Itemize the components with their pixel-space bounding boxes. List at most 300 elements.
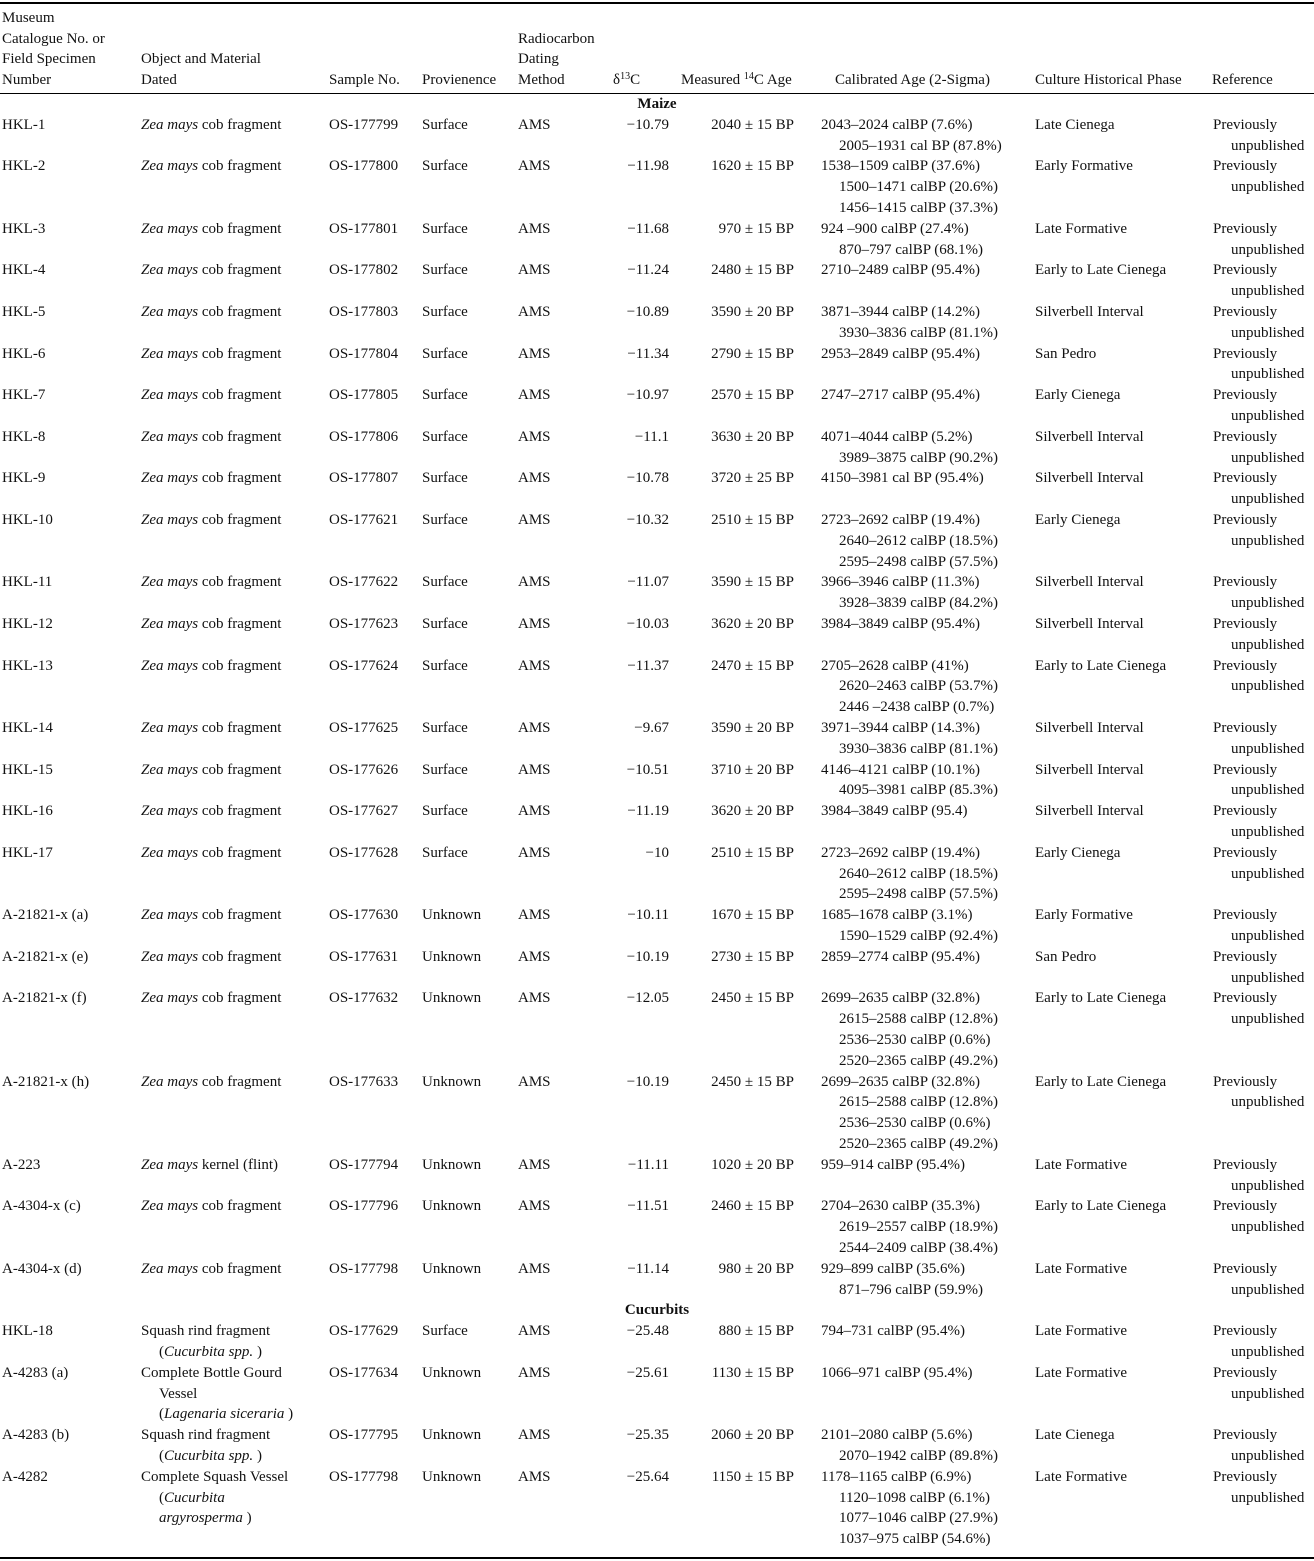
calibrated-range: 1077–1046 calBP (27.9%) (839, 1510, 999, 1527)
provenience: Surface (422, 470, 468, 487)
calibrated-range: 3930–3836 calBP (81.1%) (839, 324, 999, 341)
provenience: Surface (422, 428, 468, 445)
sample-number: OS-177794 (329, 1156, 399, 1173)
delta13c-value: −25.64 (626, 1468, 669, 1485)
dating-method: AMS (518, 262, 551, 279)
object-text: cob fragment (198, 470, 282, 487)
catalogue-number: A-4283 (a) (2, 1364, 69, 1381)
culture-phase: Silverbell Interval (1035, 574, 1144, 591)
object-italic: Lagenaria siceraria (164, 1406, 285, 1423)
object-line (141, 1342, 270, 1363)
catalogue-number: HKL-2 (2, 158, 46, 175)
object-material (141, 1259, 281, 1280)
culture-phase: Early to Late Cienega (1035, 1073, 1167, 1090)
catalogue-number: HKL-13 (2, 657, 53, 674)
reference (1213, 988, 1304, 1030)
delta13c-value: −11.37 (627, 657, 669, 674)
calibrated-range: 959–914 calBP (95.4%) (821, 1156, 966, 1173)
reference-line: Previously (1213, 907, 1278, 924)
reference-line: Previously (1213, 844, 1278, 861)
calibrated-range: 3984–3849 calBP (95.4%) (821, 616, 981, 632)
calibrated-age (821, 302, 998, 344)
reference-line: unpublished (1231, 283, 1305, 300)
culture-phase: Late Formative (1035, 1364, 1128, 1381)
measured-age: 2570 ± 15 BP (711, 387, 794, 404)
measured-age: 3710 ± 20 BP (711, 761, 794, 778)
catalogue-number: HKL-16 (2, 803, 53, 820)
culture-phase: Early Cienega (1035, 844, 1121, 861)
sample-number: OS-177802 (329, 262, 399, 279)
section-title-maize: Maize (637, 96, 677, 112)
object-italic: Zea mays (141, 345, 199, 362)
catalogue-number: HKL-7 (2, 387, 46, 404)
calibrated-age (821, 614, 980, 635)
object-text: cob fragment (198, 616, 282, 632)
object-material (141, 1155, 278, 1176)
object-text: Squash rind fragment (141, 1323, 271, 1340)
reference-line: unpublished (1231, 532, 1305, 549)
reference-line: unpublished (1231, 366, 1305, 383)
section-title-cucurbits: Cucurbits (624, 1302, 690, 1319)
delta13c-value: −11.98 (627, 158, 669, 175)
object-italic: Zea mays (141, 1260, 199, 1277)
calibrated-range: 1500–1471 calBP (20.6%) (839, 179, 999, 196)
object-italic: Zea mays (141, 220, 199, 237)
object-line (141, 1446, 270, 1467)
measured-age: 1670 ± 15 BP (711, 907, 794, 924)
measured-age: 3590 ± 15 BP (711, 574, 794, 591)
measured-age: 2450 ± 15 BP (711, 990, 794, 1007)
sample-number: OS-177795 (329, 1427, 399, 1444)
object-text: cob fragment (198, 1260, 282, 1277)
catalogue-number: A-4304-x (d) (2, 1260, 82, 1277)
object-line (141, 1488, 288, 1509)
culture-phase: Early Cienega (1035, 512, 1121, 528)
object-material (141, 1072, 281, 1093)
catalogue-number: A-21821-x (e) (2, 948, 89, 965)
measured-age: 1130 ± 15 BP (711, 1364, 794, 1381)
calibrated-range: 2699–2635 calBP (32.8%) (821, 990, 981, 1007)
calibrated-age (821, 115, 1002, 157)
calibrated-range: 4095–3981 calBP (85.3%) (839, 782, 999, 799)
calibrated-age (821, 1425, 998, 1467)
sample-number: OS-177632 (329, 990, 399, 1007)
dating-method: AMS (518, 844, 551, 861)
delta13c-value: −10 (645, 844, 669, 861)
object-italic: Cucurbita spp. (164, 1343, 254, 1360)
header-catalogue: Museum Catalogue No. or Field Specimen Number (2, 9, 105, 89)
delta13c-value: −10.97 (626, 387, 669, 404)
calibrated-range: 2544–2409 calBP (38.4%) (839, 1239, 999, 1256)
calibrated-range: 2620–2463 calBP (53.7%) (839, 678, 999, 695)
object-italic: Zea mays (141, 387, 199, 404)
measured-age: 970 ± 15 BP (718, 220, 794, 237)
dating-method: AMS (518, 1073, 551, 1090)
object-italic: Zea mays (141, 1073, 199, 1090)
measured-age: 3590 ± 20 BP (711, 720, 794, 736)
culture-phase: Late Cienega (1035, 1427, 1115, 1444)
object-text: ( (159, 1447, 164, 1464)
delta13c-value: −11.51 (627, 1198, 669, 1215)
calibrated-age (821, 656, 998, 718)
calibrated-range: 2595–2498 calBP (57.5%) (839, 553, 999, 570)
calibrated-range: 871–796 calBP (59.9%) (839, 1281, 984, 1298)
object-text: Vessel (159, 1385, 198, 1402)
reference-line: Previously (1213, 1323, 1278, 1340)
catalogue-number: HKL-15 (2, 761, 53, 778)
calibrated-range: 2953–2849 calBP (95.4%) (821, 345, 981, 362)
reference-line: Previously (1213, 657, 1278, 674)
header-culture-phase: Culture Historical Phase (1035, 72, 1182, 89)
calibrated-age (821, 905, 998, 947)
provenience: Surface (422, 1323, 468, 1340)
reference-line: Previously (1213, 262, 1278, 279)
object-material (141, 115, 281, 136)
object-material (141, 905, 281, 926)
provenience: Surface (422, 158, 468, 175)
measured-age: 3620 ± 20 BP (711, 616, 794, 632)
delta13c-value: −10.19 (626, 1073, 669, 1090)
provenience: Unknown (422, 1156, 482, 1173)
calibrated-range: 2723–2692 calBP (19.4%) (821, 844, 981, 861)
calibrated-age (821, 344, 980, 365)
object-material (141, 1321, 270, 1363)
catalogue-number: A-21821-x (f) (2, 990, 87, 1007)
calibrated-range: 2615–2588 calBP (12.8%) (839, 1011, 999, 1028)
measured-age: 1620 ± 15 BP (711, 158, 794, 175)
calibrated-range: 2747–2717 calBP (95.4%) (821, 387, 981, 404)
reference (1213, 1321, 1304, 1363)
calibrated-age (821, 801, 968, 822)
object-text: cob fragment (198, 761, 282, 778)
object-italic: Zea mays (141, 1198, 199, 1215)
object-text: cob fragment (198, 844, 282, 861)
measured-age: 3720 ± 25 BP (711, 470, 794, 487)
object-text: cob fragment (198, 428, 282, 445)
culture-phase: Silverbell Interval (1035, 616, 1144, 632)
reference (1213, 510, 1304, 552)
reference-line: Previously (1213, 1156, 1278, 1173)
sample-number: OS-177633 (329, 1073, 399, 1090)
dating-method: AMS (518, 761, 551, 778)
object-line (141, 1467, 288, 1488)
object-material (141, 344, 281, 365)
calibrated-range: 4071–4044 calBP (5.2%) (821, 428, 973, 445)
calibrated-range: 3971–3944 calBP (14.3%) (821, 720, 981, 736)
object-text: cob fragment (198, 990, 282, 1007)
measured-age: 2730 ± 15 BP (711, 948, 794, 965)
object-text: cob fragment (198, 220, 282, 237)
sample-number: OS-177624 (329, 657, 399, 674)
reference-line: Previously (1213, 220, 1278, 237)
provenience: Surface (422, 574, 468, 591)
object-line (141, 1363, 293, 1384)
culture-phase: Early to Late Cienega (1035, 262, 1167, 279)
reference (1213, 1425, 1304, 1467)
object-italic: Zea mays (141, 948, 199, 965)
delta13c-value: −10.19 (626, 948, 669, 965)
provenience: Unknown (422, 1427, 482, 1444)
reference (1213, 115, 1304, 157)
delta13c-value: −11.19 (627, 803, 669, 820)
reference (1213, 1196, 1304, 1238)
calibrated-range: 3966–3946 calBP (11.3%) (821, 574, 980, 591)
object-text: Complete Squash Vessel (141, 1468, 289, 1485)
reference (1213, 302, 1304, 344)
reference (1213, 572, 1304, 614)
dating-method: AMS (518, 1156, 551, 1173)
dating-method: AMS (518, 616, 551, 632)
calibrated-range: 2723–2692 calBP (19.4%) (821, 512, 981, 528)
object-italic: Zea mays (141, 470, 199, 487)
reference (1213, 843, 1304, 885)
dating-method: AMS (518, 1364, 551, 1381)
culture-phase: Silverbell Interval (1035, 428, 1144, 445)
reference (1213, 468, 1304, 510)
object-material (141, 1363, 293, 1425)
sample-number: OS-177804 (329, 345, 399, 362)
measured-age: 2060 ± 20 BP (711, 1427, 794, 1444)
object-material (141, 988, 281, 1009)
reference-line: unpublished (1231, 1219, 1305, 1236)
object-italic: Cucurbita (164, 1489, 225, 1506)
reference-line: unpublished (1231, 324, 1305, 341)
culture-phase: Late Formative (1035, 1323, 1128, 1340)
object-material (141, 1196, 281, 1217)
provenience: Surface (422, 720, 468, 736)
object-italic: Zea mays (141, 116, 199, 133)
dating-method: AMS (518, 345, 551, 362)
sample-number: OS-177623 (329, 616, 399, 632)
reference-line: unpublished (1231, 137, 1305, 154)
sample-number: OS-177634 (329, 1364, 399, 1381)
calibrated-age (821, 1321, 965, 1342)
object-italic: Zea mays (141, 574, 199, 591)
culture-phase: Late Formative (1035, 1260, 1128, 1277)
reference (1213, 1467, 1304, 1509)
sample-number: OS-177800 (329, 158, 399, 175)
header-calibrated-age: Calibrated Age (2-Sigma) (835, 72, 990, 89)
object-text: cob fragment (198, 387, 282, 404)
sample-number: OS-177803 (329, 304, 399, 320)
reference-line: Previously (1213, 803, 1278, 820)
calibrated-range: 2859–2774 calBP (95.4%) (821, 948, 981, 965)
measured-age: 980 ± 20 BP (718, 1260, 794, 1277)
provenience: Unknown (422, 1364, 482, 1381)
object-text: Complete Bottle Gourd (141, 1364, 282, 1381)
dating-method: AMS (518, 1198, 551, 1215)
calibrated-range: 1590–1529 calBP (92.4%) (839, 927, 999, 944)
calibrated-age (821, 385, 980, 406)
dating-method: AMS (518, 990, 551, 1007)
delta13c-value: −25.48 (626, 1323, 669, 1340)
object-text: ) (253, 1343, 262, 1360)
dating-method: AMS (518, 948, 551, 965)
reference-line: Previously (1213, 1427, 1278, 1444)
provenience: Surface (422, 220, 468, 237)
object-text: cob fragment (198, 158, 282, 175)
provenience: Surface (422, 761, 468, 778)
reference-line: Previously (1213, 1468, 1278, 1485)
calibrated-range: 2619–2557 calBP (18.9%) (839, 1219, 999, 1236)
object-material (141, 718, 281, 739)
object-italic: Zea mays (141, 304, 199, 320)
calibrated-age (821, 988, 998, 1071)
provenience: Unknown (422, 1073, 482, 1090)
reference-line: unpublished (1231, 179, 1305, 196)
dating-method: AMS (518, 428, 551, 445)
dating-method: AMS (518, 1427, 551, 1444)
delta13c-value: −11.24 (627, 262, 669, 279)
reference-line: unpublished (1231, 595, 1305, 612)
object-italic: Zea mays (141, 761, 199, 778)
measured-age: 2510 ± 15 BP (711, 844, 794, 861)
object-line (141, 1425, 270, 1446)
object-text: ( (159, 1406, 164, 1423)
sample-number: OS-177805 (329, 387, 399, 404)
reference (1213, 156, 1304, 198)
reference-line: Previously (1213, 116, 1278, 133)
measured-age: 2470 ± 15 BP (711, 657, 794, 674)
calibrated-age (821, 510, 998, 572)
reference (1213, 760, 1304, 802)
sample-number: OS-177799 (329, 116, 399, 133)
calibrated-range: 3984–3849 calBP (95.4) (821, 803, 968, 820)
reference (1213, 1072, 1304, 1114)
sample-number: OS-177798 (329, 1468, 399, 1485)
header-reference: Reference (1212, 72, 1273, 89)
reference (1213, 385, 1304, 427)
dating-method: AMS (518, 387, 551, 404)
object-italic: Zea mays (141, 803, 199, 820)
culture-phase: Silverbell Interval (1035, 470, 1144, 487)
catalogue-number: HKL-17 (2, 844, 53, 861)
object-italic: Zea mays (141, 512, 199, 528)
sample-number: OS-177796 (329, 1198, 399, 1215)
delta13c-value: −10.78 (626, 470, 669, 487)
measured-age: 2790 ± 15 BP (711, 345, 794, 362)
culture-phase: Early to Late Cienega (1035, 990, 1167, 1007)
dating-method: AMS (518, 1323, 551, 1340)
sample-number: OS-177798 (329, 1260, 399, 1277)
delta13c-value: −11.14 (627, 1260, 669, 1277)
object-italic: Zea mays (141, 1156, 199, 1173)
measured-age: 1150 ± 15 BP (711, 1468, 794, 1485)
object-text: cob fragment (198, 907, 282, 924)
calibrated-range: 3871–3944 calBP (14.2%) (821, 304, 981, 320)
provenience: Unknown (422, 948, 482, 965)
reference-line: Previously (1213, 948, 1278, 965)
object-text: cob fragment (198, 720, 282, 736)
object-material (141, 614, 281, 635)
delta13c-value: −10.51 (626, 761, 669, 778)
reference-line: unpublished (1231, 491, 1305, 508)
provenience: Surface (422, 512, 468, 528)
object-text: ) (253, 1447, 262, 1464)
reference (1213, 718, 1304, 760)
sample-number: OS-177630 (329, 907, 399, 924)
dating-method: AMS (518, 512, 551, 528)
measured-age: 880 ± 15 BP (718, 1323, 794, 1340)
dating-method: AMS (518, 720, 551, 736)
reference-line: unpublished (1231, 241, 1305, 258)
calibrated-age (821, 718, 998, 760)
calibrated-age (821, 843, 998, 905)
dating-method: AMS (518, 657, 551, 674)
delta13c-value: −10.11 (627, 907, 669, 924)
calibrated-range: 2640–2612 calBP (18.5%) (839, 532, 999, 549)
object-material (141, 302, 281, 323)
catalogue-number: HKL-10 (2, 512, 53, 528)
catalogue-number: HKL-8 (2, 428, 46, 445)
reference-line: Previously (1213, 387, 1278, 404)
object-italic: Zea mays (141, 158, 199, 175)
catalogue-number: HKL-12 (2, 616, 53, 632)
culture-phase: Early Formative (1035, 158, 1133, 175)
catalogue-number: HKL-6 (2, 345, 46, 362)
object-line (141, 1404, 293, 1425)
calibrated-range: 2615–2588 calBP (12.8%) (839, 1094, 999, 1111)
object-italic: Zea mays (141, 428, 199, 445)
catalogue-number: HKL-11 (2, 574, 53, 591)
reference-line: unpublished (1231, 823, 1305, 840)
culture-phase: Silverbell Interval (1035, 761, 1144, 778)
culture-phase: Late Formative (1035, 1468, 1128, 1485)
dating-method: AMS (518, 116, 551, 133)
measured-age: 2460 ± 15 BP (711, 1198, 794, 1215)
sample-number: OS-177625 (329, 720, 399, 736)
sample-number: OS-177626 (329, 761, 399, 778)
header-measured-age: Measured $^{14}$C Age (681, 71, 792, 89)
reference (1213, 905, 1304, 947)
delta13c-value: −11.11 (627, 1156, 669, 1173)
object-text: Squash rind fragment (141, 1427, 271, 1444)
culture-phase: Silverbell Interval (1035, 304, 1144, 320)
dating-method: AMS (518, 907, 551, 924)
object-text: ( (159, 1343, 164, 1360)
calibrated-age (821, 260, 980, 281)
reference (1213, 344, 1304, 386)
catalogue-number: HKL-3 (2, 220, 46, 237)
object-material (141, 801, 281, 822)
reference-line: Previously (1213, 158, 1278, 175)
object-material (141, 572, 281, 593)
calibrated-range: 2705–2628 calBP (41%) (821, 657, 969, 674)
dating-method: AMS (518, 574, 551, 591)
provenience: Surface (422, 304, 468, 320)
object-text: ) (242, 1510, 252, 1527)
header-sample: Sample No. (329, 72, 400, 89)
provenience: Surface (422, 116, 468, 133)
culture-phase: Early to Late Cienega (1035, 657, 1167, 674)
catalogue-number: A-21821-x (h) (2, 1073, 90, 1090)
reference-line: unpublished (1231, 927, 1305, 944)
calibrated-range: 794–731 calBP (95.4%) (821, 1323, 966, 1340)
delta13c-value: −10.79 (626, 116, 669, 133)
calibrated-age (821, 760, 998, 802)
provenience: Surface (422, 616, 468, 632)
calibrated-range: 2520–2365 calBP (49.2%) (839, 1052, 999, 1069)
sample-number: OS-177622 (329, 574, 399, 591)
calibrated-range: 2005–1931 cal BP (87.8%) (839, 137, 1002, 154)
sample-number: OS-177806 (329, 428, 399, 445)
calibrated-range: 1538–1509 calBP (37.6%) (821, 158, 981, 175)
object-italic: Zea mays (141, 990, 199, 1007)
provenience: Unknown (422, 1260, 482, 1277)
object-italic: Zea mays (141, 262, 199, 279)
reference-line: Previously (1213, 470, 1278, 487)
reference (1213, 260, 1304, 302)
